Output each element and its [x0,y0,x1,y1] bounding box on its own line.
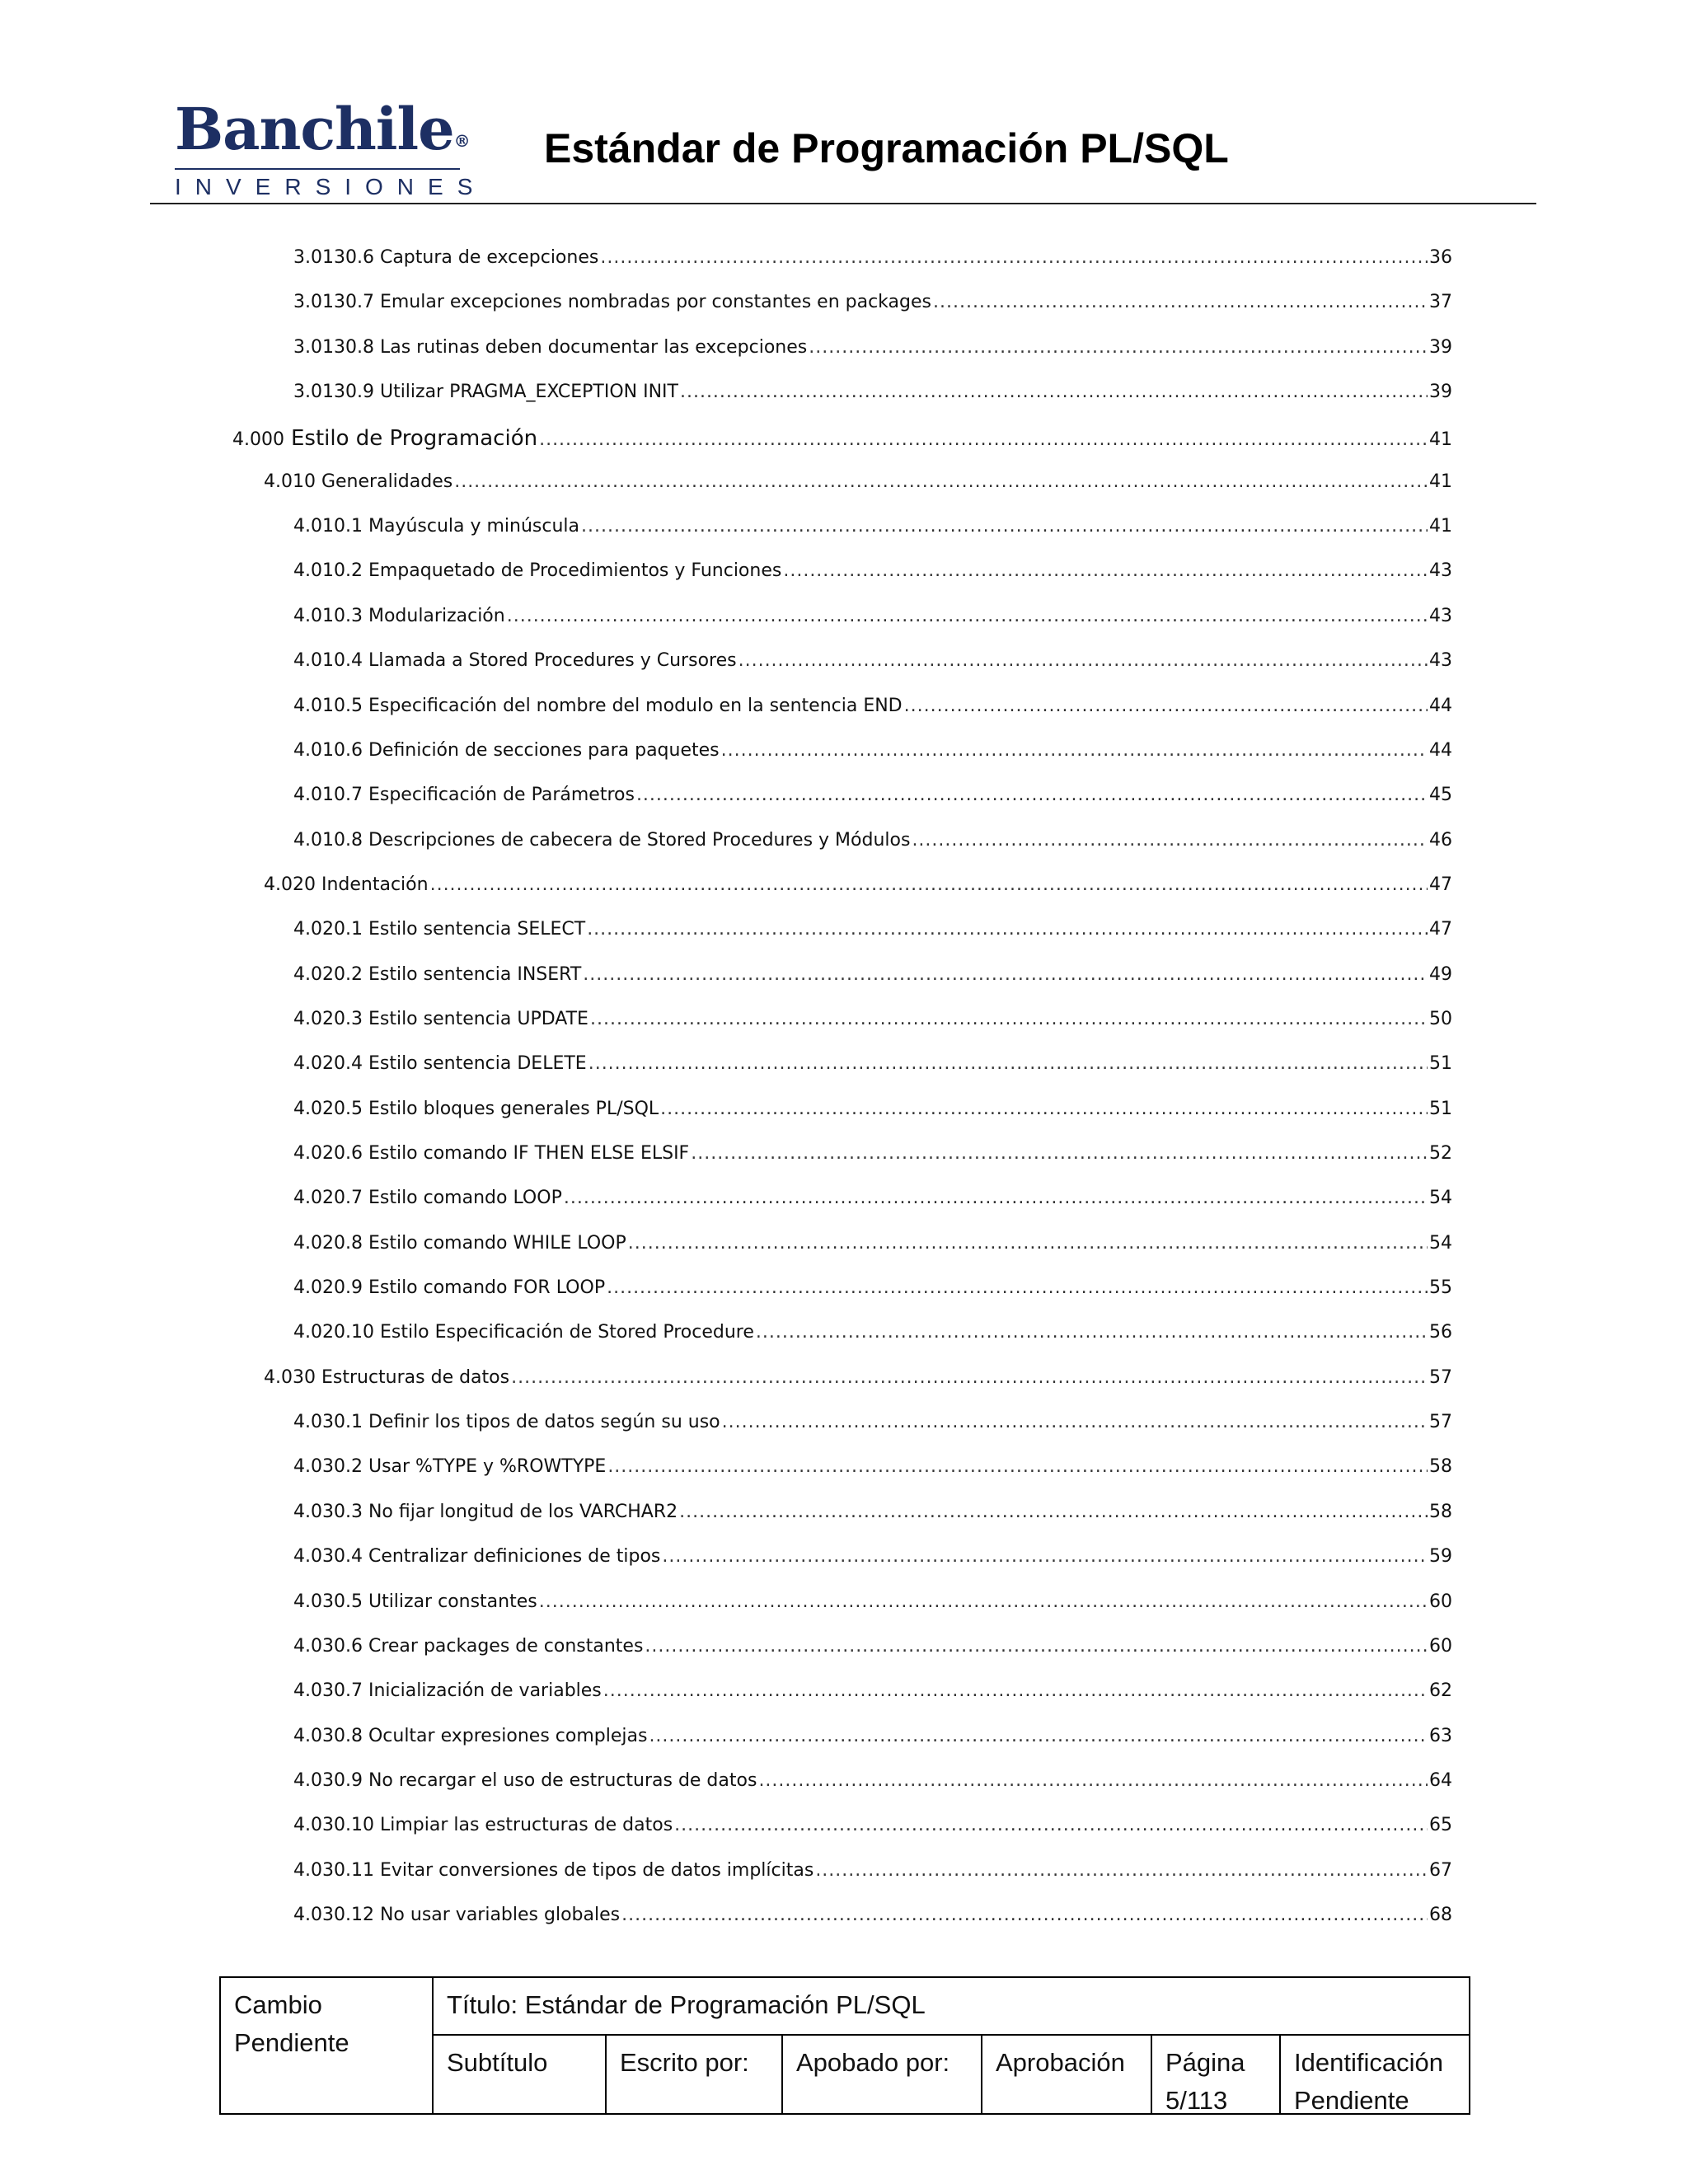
toc-entry[interactable] [264,471,1452,504]
toc-entry-title: 4.020.9 Estilo comando FOR LOOP [293,1277,606,1299]
toc-entry[interactable] [293,247,1452,280]
toc-page-number: 46 [1429,829,1452,851]
toc-dot-leader [581,516,1428,537]
toc-dot-leader [680,382,1428,402]
toc-page-number: 49 [1429,963,1452,985]
toc-entry-title: 4.030.7 Inicialización de variables [293,1680,602,1702]
toc-entry-title: 4.010.3 Modularización [293,605,505,626]
toc-entry-title: 4.030.8 Ocultar expresiones complejas [293,1725,648,1746]
toc-dot-leader [738,650,1428,671]
toc-entry-title: 4.020.10 Estilo Especificación de Stored Procedure [293,1322,754,1343]
toc-page-number: 58 [1429,1501,1452,1522]
toc-page-number: 60 [1429,1635,1452,1657]
toc-page-number: 60 [1429,1591,1452,1612]
toc-entry-title: 4.020.7 Estilo comando LOOP [293,1188,562,1209]
toc-entry[interactable] [293,1905,1452,1938]
toc-entry-title: 4.020.6 Estilo comando IF THEN ELSE ELSIF [293,1143,690,1164]
toc-entry-title: 4.010.8 Descripciones de cabecera de Stored Procedures y Módulos [293,829,911,851]
toc-dot-leader [600,247,1428,268]
toc-page-number: 47 [1429,874,1452,895]
toc-dot-leader [539,429,1428,450]
header-divider [150,203,1536,204]
footer-pagina-cell [1152,2036,1279,2128]
toc-entry[interactable] [293,1099,1452,1132]
logo-subtitle: INVERSIONES [175,174,487,199]
toc-entry[interactable] [293,1053,1452,1086]
toc-page-number: 50 [1429,1008,1452,1029]
toc-page-number: 68 [1429,1904,1452,1925]
toc-entry[interactable] [293,1412,1452,1445]
toc-entry[interactable] [293,919,1452,952]
toc-entry[interactable] [293,1143,1452,1176]
toc-entry[interactable] [293,1456,1452,1489]
toc-page-number: 47 [1429,919,1452,940]
toc-entry[interactable] [293,650,1452,683]
footer-pagina-value: 5/113 [1165,2086,1228,2115]
footer-escrito-por: Escrito por: [620,2048,749,2077]
toc-page-number: 58 [1429,1456,1452,1478]
toc-entry-title: 4.030.11 Evitar conversiones de tipos de datos implícitas [293,1859,814,1881]
toc-entry[interactable] [293,964,1452,997]
footer-subtitulo: Subtítulo [447,2048,548,2077]
toc-entry-title: 4.030.12 No usar variables globales [293,1904,621,1925]
toc-entry[interactable] [293,560,1452,593]
toc-entry[interactable] [293,1009,1452,1042]
footer-cambio-cell [221,1978,432,2070]
toc-entry[interactable] [293,1188,1452,1221]
toc-entry-title: 4.020.3 Estilo sentencia UPDATE [293,1008,588,1029]
toc-page-number: 67 [1429,1859,1452,1881]
toc-dot-leader [645,1636,1428,1657]
footer-identificacion-value: Pendiente [1294,2086,1409,2115]
toc-page-number: 51 [1429,1053,1452,1075]
toc-dot-leader [649,1726,1428,1746]
toc-dot-leader [783,560,1428,581]
toc-entry[interactable] [293,1546,1452,1579]
toc-dot-leader [628,1233,1428,1254]
toc-entry[interactable] [293,1322,1452,1355]
toc-entry[interactable] [293,1815,1452,1848]
toc-entry[interactable] [293,1277,1452,1310]
toc-entry-title: 3.0130.9 Utilizar PRAGMA_EXCEPTION INIT [293,382,678,403]
toc-page-number: 57 [1429,1366,1452,1388]
toc-page-number: 41 [1429,516,1452,537]
toc-page-number: 64 [1429,1769,1452,1791]
toc-page-number: 39 [1429,382,1452,403]
toc-dot-leader [430,874,1428,895]
toc-entry[interactable] [293,1726,1452,1759]
toc-entry-title: 4.030.10 Limpiar las estructuras de datos [293,1815,673,1836]
toc-dot-leader [603,1680,1428,1701]
toc-entry-title: 4.010.1 Mayúscula y minúscula [293,516,580,537]
toc-dot-leader [660,1099,1428,1119]
toc-entry-title: 3.0130.8 Las rutinas deben documentar las excepciones [293,336,808,358]
toc-page-number: 56 [1429,1322,1452,1343]
toc-page-number: 43 [1429,650,1452,672]
toc-entry[interactable] [293,382,1452,415]
footer-pendiente: Pendiente [234,2028,349,2057]
toc-dot-leader [721,740,1428,761]
toc-page-number: 44 [1429,739,1452,761]
toc-entry-title: 4.010.4 Llamada a Stored Procedures y Cursores [293,650,737,672]
toc-entry-title: 4.030.4 Centralizar definiciones de tipos [293,1546,661,1568]
toc-dot-leader [674,1815,1428,1835]
toc-dot-leader [607,1456,1428,1477]
toc-page-number: 41 [1429,429,1452,451]
toc-entry[interactable] [264,1367,1452,1400]
toc-page-number: 43 [1429,560,1452,582]
toc-dot-leader [507,606,1428,626]
toc-entry-title: 4.000 [232,429,284,451]
toc-page-number: 65 [1429,1815,1452,1836]
toc-entry-title: 4.030.5 Utilizar constantes [293,1591,537,1612]
toc-dot-leader [621,1905,1428,1925]
toc-page-number: 45 [1429,785,1452,806]
toc-entry[interactable] [293,740,1452,773]
toc-dot-leader [679,1502,1428,1522]
toc-dot-leader [662,1546,1428,1567]
toc-entry-title: 4.030.1 Definir los tipos de datos según su uso [293,1412,720,1433]
footer-cambio: Cambio [234,1990,322,2019]
toc-page-number: 52 [1429,1143,1452,1164]
banchile-logo [175,92,487,199]
toc-dot-leader [590,1009,1428,1029]
toc-entry-title: 4.010.7 Especificación de Parámetros [293,785,635,806]
toc-page-number: 54 [1429,1232,1452,1254]
logo-wordmark: Banchile® [175,95,470,163]
toc-dot-leader [691,1143,1428,1164]
toc-entry-title: 3.0130.7 Emular excepciones nombradas por constantes en packages [293,292,931,313]
toc-page-number: 62 [1429,1680,1452,1702]
toc-page-number: 54 [1429,1188,1452,1209]
footer-apobado-por: Apobado por: [796,2048,950,2077]
toc-dot-leader [722,1412,1428,1432]
toc-entry-title: 4.010.2 Empaquetado de Procedimientos y Funciones [293,560,782,582]
toc-entry-title: 4.020.2 Estilo sentencia INSERT [293,963,582,985]
toc-entry-title: 4.010.6 Definición de secciones para paquetes [293,739,720,761]
toc-dot-leader [912,830,1428,851]
footer-pagina-label: Página [1165,2048,1245,2077]
toc-entry[interactable] [293,785,1452,818]
toc-dot-leader [583,964,1428,985]
toc-entry[interactable] [293,1680,1452,1713]
toc-entry[interactable] [264,874,1452,907]
toc-entry-title-main: Estilo de Programación [290,426,538,452]
footer-aprobacion: Aprobación [996,2048,1125,2077]
toc-dot-leader [809,337,1428,358]
toc-page-number: 51 [1429,1098,1452,1119]
toc-dot-leader [904,696,1428,716]
toc-entry[interactable] [293,830,1452,863]
toc-dot-leader [564,1188,1428,1208]
toc-entry-title: 4.020.1 Estilo sentencia SELECT [293,919,586,940]
toc-dot-leader [588,1053,1428,1074]
toc-dot-leader [539,1591,1428,1612]
toc-page-number: 43 [1429,605,1452,626]
toc-dot-leader [511,1367,1428,1388]
toc-dot-leader [815,1860,1428,1881]
toc-entry-title: 4.020.8 Estilo comando WHILE LOOP [293,1232,626,1254]
toc-dot-leader [756,1322,1428,1343]
toc-dot-leader [454,471,1428,492]
toc-entry-title: 3.0130.6 Captura de excepciones [293,247,599,268]
footer-table [219,1976,1470,2115]
toc-entry-title: 4.030 Estructuras de datos [264,1366,510,1388]
toc-entry[interactable] [293,1860,1452,1893]
toc-dot-leader [933,292,1428,312]
toc-page-number: 59 [1429,1546,1452,1568]
toc-entry[interactable] [293,696,1452,729]
toc-dot-leader [607,1277,1428,1298]
toc-entry-title: 4.020.4 Estilo sentencia DELETE [293,1053,587,1075]
toc-entry[interactable] [293,606,1452,639]
toc-page-number: 41 [1429,471,1452,492]
document-title: Estándar de Programación PL/SQL [544,125,1229,171]
toc-entry-title: 4.030.6 Crear packages de constantes [293,1635,644,1657]
registered-mark: ® [453,131,470,151]
toc-page-number: 63 [1429,1725,1452,1746]
toc-dot-leader [587,919,1428,940]
toc-entry-title: 4.020 Indentación [264,874,429,895]
toc-page-number: 57 [1429,1412,1452,1433]
toc-entry[interactable] [293,1502,1452,1535]
toc-entry-title: 4.030.3 No fijar longitud de los VARCHAR2 [293,1501,678,1522]
toc-dot-leader [758,1770,1428,1791]
toc-entry-title: 4.020.5 Estilo bloques generales PL/SQL [293,1098,659,1119]
toc-entry-title: 4.030.9 No recargar el uso de estructuras de datos [293,1769,757,1791]
toc-entry-title: 4.030.2 Usar %TYPE y %ROWTYPE [293,1456,607,1478]
toc-entry[interactable] [293,1233,1452,1266]
footer-identificacion: Identificación [1294,2048,1443,2077]
toc-page-number: 37 [1429,292,1452,313]
logo-divider [175,168,460,170]
toc-entry-title: 4.010 Generalidades [264,471,453,492]
toc-entry[interactable] [293,1770,1452,1803]
toc-entry[interactable] [232,426,1452,459]
toc-page-number: 39 [1429,336,1452,358]
toc-entry-title: 4.010.5 Especificación del nombre del modulo en la sentencia END [293,695,903,716]
toc-dot-leader [636,785,1428,805]
footer-identificacion-cell [1281,2036,1469,2128]
toc-page-number: 44 [1429,695,1452,716]
toc-entry[interactable] [293,1591,1452,1624]
toc-entry[interactable] [293,516,1452,549]
footer-titulo: Título: Estándar de Programación PL/SQL [447,1990,926,2019]
toc-entry[interactable] [293,292,1452,325]
toc-page-number: 55 [1429,1277,1452,1299]
toc-page-number: 36 [1429,247,1452,268]
toc-entry[interactable] [293,337,1452,370]
toc-entry[interactable] [293,1636,1452,1669]
